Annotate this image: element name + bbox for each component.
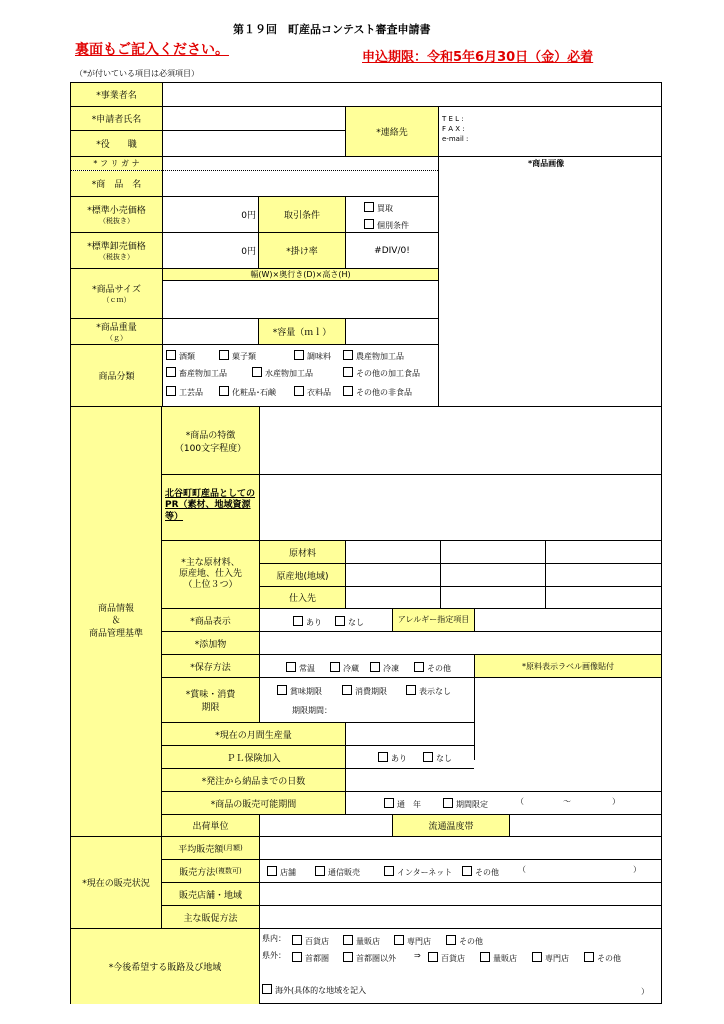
- business-name-field[interactable]: [163, 83, 661, 106]
- raw-label-image-label: *原料表示ラベル画像貼付: [475, 655, 661, 677]
- paren-close: ）: [633, 865, 641, 874]
- category-option[interactable]: 畜産物加工品: [166, 367, 227, 378]
- fax-field[interactable]: F A X :: [442, 125, 465, 133]
- position-label: *役 職: [71, 131, 162, 156]
- materials-label: *主な原材料、 原産地、仕入先 （上位３つ）: [162, 541, 259, 608]
- storage-option[interactable]: その他: [414, 662, 451, 673]
- checkbox-icon[interactable]: [364, 219, 374, 229]
- in-pref-option[interactable]: 専門店: [394, 935, 431, 946]
- storage-label: *保存方法: [162, 655, 259, 677]
- category-option[interactable]: 衣料品: [294, 386, 331, 397]
- category-option[interactable]: 水産物加工品: [252, 367, 313, 378]
- furigana-label: * フ リ ガ ナ: [71, 157, 162, 170]
- out-pref-option[interactable]: 専門店: [532, 952, 569, 963]
- expiry-period-field[interactable]: 期限期間：: [292, 706, 332, 715]
- pr-label: 北谷町町産品としてのPR（素材、地域資源等）: [162, 475, 259, 540]
- expiry-option[interactable]: 賞味期限: [277, 685, 322, 696]
- expiry-label: *賞味・消費 期限: [162, 678, 259, 722]
- wholesale-price-label: *標準卸売価格 （税抜き）: [71, 233, 162, 268]
- overseas-option[interactable]: 海外(具体的な地域を記入: [262, 984, 366, 995]
- trade-option-purchase[interactable]: 買取: [364, 202, 393, 213]
- paren-open: （: [516, 797, 524, 806]
- applicant-name-label: *申請者氏名: [71, 107, 162, 130]
- shipping-unit-label: 出荷単位: [162, 815, 259, 836]
- raw-label-image-area[interactable]: [475, 678, 661, 760]
- business-name-label: *事業者名: [71, 83, 162, 106]
- additives-label: *添加物: [162, 632, 259, 654]
- rate-value: #DIV/0!: [374, 245, 410, 256]
- sales-period-label: *商品の販売可能期間: [162, 792, 345, 814]
- sales-method-option[interactable]: 店舗: [267, 866, 296, 877]
- pr-field[interactable]: [260, 475, 661, 540]
- stores-region-field[interactable]: [260, 883, 661, 905]
- furigana-field[interactable]: [163, 157, 438, 170]
- supplier-label: 仕入先: [260, 587, 345, 608]
- avg-sales-label: 平均販売額 (月額): [162, 837, 259, 859]
- sales-period-option[interactable]: 期間限定: [443, 798, 488, 809]
- contact-label: *連絡先: [346, 107, 438, 156]
- in-pref-option[interactable]: 百貨店: [292, 935, 329, 946]
- required-note: （*が付いている項目は必須項目）: [75, 69, 199, 78]
- category-option[interactable]: 工芸品: [166, 386, 203, 397]
- product-info-label: 商品情報 ＆ 商品管理基準: [71, 407, 161, 836]
- retail-price-label: *標準小売価格 （税抜き）: [71, 197, 162, 232]
- in-pref-option[interactable]: その他: [446, 935, 483, 946]
- product-name-label: *商 品 名: [71, 171, 162, 196]
- category-option[interactable]: 化粧品･石鹸: [219, 386, 276, 397]
- back-page-notice: 裏面もご記入ください。: [75, 42, 229, 58]
- size-label: *商品サイズ （ｃｍ）: [71, 269, 162, 318]
- allergy-field[interactable]: [475, 609, 661, 631]
- out-pref-option[interactable]: その他: [584, 952, 621, 963]
- trade-terms-label: 取引条件: [259, 197, 345, 232]
- wholesale-price-value[interactable]: 0円: [241, 247, 256, 257]
- expiry-option[interactable]: 表示なし: [406, 685, 451, 696]
- category-label: 商品分類: [71, 345, 162, 406]
- pl-insurance-label: ＰＬ保険加入: [162, 746, 345, 768]
- paren-open: （: [518, 865, 526, 874]
- form-title: 第１９回 町産品コンテスト審査申請書: [233, 23, 431, 36]
- stores-region-label: 販売店舗・地域: [162, 883, 259, 905]
- product-label-label: *商品表示: [162, 609, 259, 631]
- future-routes-label: *今後希望する販路及び地域: [71, 929, 259, 1004]
- avg-sales-field[interactable]: [260, 837, 661, 859]
- position-field[interactable]: [163, 131, 344, 156]
- paren-close: ）: [612, 797, 620, 806]
- rate-label: *掛け率: [259, 233, 345, 268]
- product-image-label: *商品画像: [528, 159, 565, 168]
- sales-method-label: 販売方法 (複数可): [162, 860, 259, 882]
- weight-field[interactable]: [163, 319, 258, 344]
- distribution-temp-field[interactable]: [510, 815, 661, 836]
- sales-method-option[interactable]: インターネット: [384, 866, 452, 877]
- out-pref-option[interactable]: 量販店: [480, 952, 517, 963]
- product-label-option[interactable]: なし: [335, 616, 364, 627]
- out-pref-option[interactable]: 首都圏: [292, 952, 329, 963]
- applicant-name-field[interactable]: [163, 107, 344, 130]
- pl-option[interactable]: なし: [423, 752, 452, 763]
- promotion-field[interactable]: [260, 906, 661, 928]
- distribution-temp-label: 流通温度帯: [393, 815, 509, 836]
- monthly-output-field[interactable]: [346, 723, 474, 745]
- storage-option[interactable]: 冷凍: [370, 662, 399, 673]
- capacity-label: *容量（ｍｌ）: [259, 319, 345, 344]
- expiry-option[interactable]: 消費期限: [342, 685, 387, 696]
- out-pref-option[interactable]: 百貨店: [428, 952, 465, 963]
- tilde: ～: [563, 797, 571, 806]
- product-image-area[interactable]: [439, 172, 661, 406]
- monthly-output-label: *現在の月間生産量: [162, 723, 345, 745]
- sales-method-option[interactable]: その他: [462, 866, 499, 877]
- paren-close: ）: [641, 987, 649, 996]
- retail-price-value[interactable]: 0円: [241, 211, 256, 221]
- category-option[interactable]: 酒類: [166, 350, 195, 361]
- out-pref-label: 県外：: [262, 951, 286, 960]
- tel-field[interactable]: T E L :: [442, 115, 464, 123]
- shipping-unit-field[interactable]: [260, 815, 392, 836]
- pl-option[interactable]: あり: [378, 752, 407, 763]
- product-name-field[interactable]: [163, 171, 438, 196]
- email-field[interactable]: e-mail :: [442, 135, 469, 143]
- category-option[interactable]: 農産物加工品: [343, 350, 404, 361]
- product-label-option[interactable]: あり: [293, 616, 322, 627]
- trade-option-individual[interactable]: 個別条件: [364, 219, 409, 230]
- capacity-field[interactable]: [346, 319, 438, 344]
- promotion-label: 主な販促方法: [162, 906, 259, 928]
- features-field[interactable]: [260, 407, 661, 474]
- arrow-icon: ⇒: [414, 951, 421, 960]
- lead-time-label: *発注から納品までの日数: [162, 769, 345, 791]
- current-sales-label: *現在の販売状況: [71, 837, 161, 928]
- sales-period-option[interactable]: 通 年: [384, 798, 421, 809]
- sales-method-option[interactable]: 通信販売: [315, 866, 360, 877]
- origin-label: 原産地(地域): [260, 564, 345, 586]
- allergy-label: アレルギー指定項目: [393, 609, 474, 631]
- in-pref-label: 県内：: [262, 934, 286, 943]
- lead-time-field[interactable]: [346, 769, 474, 791]
- in-pref-option[interactable]: 量販店: [343, 935, 380, 946]
- size-dims-header: 幅(W)×奥行き(D)×高さ(H): [163, 269, 438, 280]
- features-label: *商品の特徴 （100文字程度）: [162, 407, 259, 474]
- category-option[interactable]: 菓子類: [219, 350, 256, 361]
- category-option[interactable]: その他の加工食品: [343, 367, 420, 378]
- storage-option[interactable]: 常温: [286, 662, 315, 673]
- category-option[interactable]: 調味料: [294, 350, 331, 361]
- out-pref-option[interactable]: 首都圏以外: [343, 952, 396, 963]
- raw-material-label: 原材料: [260, 541, 345, 563]
- storage-option[interactable]: 冷蔵: [330, 662, 359, 673]
- deadline-notice: 申込期限：令和5年6月30日（金）必着: [362, 50, 594, 65]
- size-field[interactable]: [163, 281, 438, 318]
- category-option[interactable]: その他の非食品: [343, 386, 412, 397]
- weight-label: *商品重量 （ｇ）: [71, 319, 162, 344]
- checkbox-icon[interactable]: [364, 202, 374, 212]
- additives-field[interactable]: [260, 632, 661, 654]
